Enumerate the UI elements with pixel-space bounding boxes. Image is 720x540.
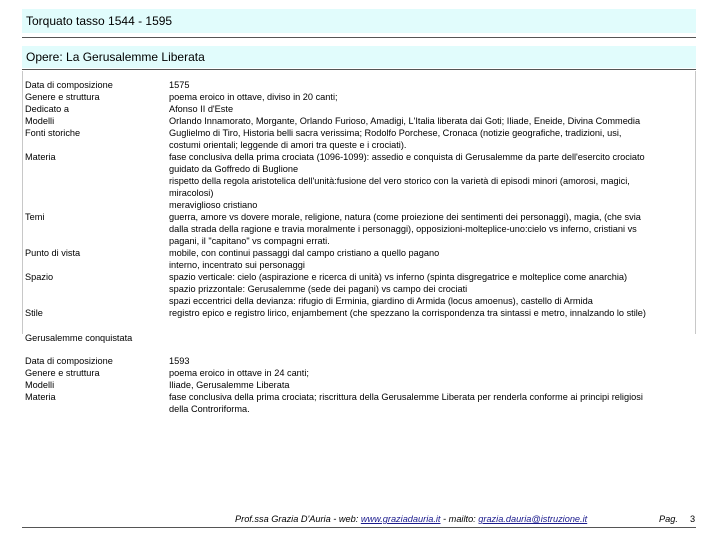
section-bar — [22, 46, 696, 68]
row-label: Temi — [25, 212, 45, 222]
row-value — [169, 79, 691, 91]
conquistata-table — [25, 355, 691, 415]
value-line: poema eroico in ottave in 24 canti; — [169, 368, 309, 378]
row-value — [169, 247, 691, 271]
value-line: Orlando Innamorato, Morgante, Orlando Furioso, Amadigi, L'Italia liberata dai Goti; Iliade, Eneide, Divina Commedia — [169, 116, 641, 126]
value-line: fase conclusiva della prima crociata; riscrittura della Gerusalemme Liberata per renderla conforme ai principi religiosi — [169, 392, 643, 402]
table-row — [25, 91, 691, 103]
value-line: meraviglioso cristiano — [169, 200, 258, 210]
header-bar — [22, 9, 696, 33]
conquistata-heading: Gerusalemme conquistata — [25, 333, 133, 343]
value-line: miracolosi) — [169, 188, 214, 198]
value-line: 1575 — [169, 80, 190, 90]
frame-left-border — [22, 71, 23, 334]
value-line: spazio prizzontale: Gerusalemme (sede dei pagani) vs campo dei crociati — [169, 284, 468, 294]
row-value — [169, 271, 691, 307]
table-row — [25, 151, 691, 211]
value-line: Guglielmo di Tiro, Historia belli sacra verissima; Rodolfo Porchese, Cronaca (notizie geografiche, tradizioni, usi, — [169, 128, 622, 138]
value-line: Iliade, Gerusalemme Liberata — [169, 380, 290, 390]
table-row — [25, 367, 691, 379]
value-line: dalla strada della ragione e travia moralmente i personaggi), opposizioni-molteplice-uno:cielo vs inferno, cristiani vs — [169, 224, 637, 234]
row-value — [169, 379, 691, 391]
liberata-table — [25, 79, 691, 319]
row-value — [169, 355, 691, 367]
header-title: Torquato tasso 1544 - 1595 — [26, 14, 173, 28]
value-line: rispetto della regola aristotelica dell'unità:fusione del vero storico con la varietà di episodi minori (amorosi, magici, — [169, 176, 630, 186]
frame-right-border — [695, 71, 696, 334]
row-value — [169, 103, 691, 115]
value-line: spazio verticale: cielo (aspirazione e ricerca di unità) vs inferno (spinta disgregatrice e molteplice come anarchia) — [169, 272, 628, 282]
row-label: Spazio — [25, 272, 54, 282]
row-label: Genere e struttura — [25, 92, 100, 102]
table-row — [25, 355, 691, 367]
value-line: spazi eccentrici della devianza: rifugio di Erminia, giardino di Armida (locus amoenus), castello di Armida — [169, 296, 593, 306]
header-divider — [22, 37, 696, 38]
page-number: 3 — [690, 514, 696, 524]
value-line: pagani, il "capitano" vs compagni errati. — [169, 236, 330, 246]
row-label: Modelli — [25, 116, 55, 126]
table-row — [25, 79, 691, 91]
table-row — [25, 271, 691, 307]
table-row — [25, 247, 691, 271]
footer-divider — [22, 527, 696, 528]
value-line: registro epico e registro lirico, enjambement (che spezzano la corrispondenza tra sintassi e metro, innalzando lo stile) — [169, 308, 646, 318]
row-label: Genere e struttura — [25, 368, 100, 378]
table-row — [25, 127, 691, 151]
row-value — [169, 91, 691, 103]
footer-credits — [235, 513, 587, 525]
row-value — [169, 307, 691, 319]
row-label: Fonti storiche — [25, 128, 81, 138]
email-link[interactable]: grazia.dauria@istruzione.it — [478, 514, 588, 524]
section-divider — [22, 69, 696, 70]
table-row — [25, 211, 691, 247]
table-row — [25, 115, 691, 127]
row-value — [169, 211, 691, 247]
row-label: Data di composizione — [25, 80, 113, 90]
table-row — [25, 307, 691, 319]
row-label: Data di composizione — [25, 356, 113, 366]
value-line: mobile, con continui passaggi dal campo cristiano a quello pagano — [169, 248, 440, 258]
row-label: Materia — [25, 152, 56, 162]
section-title: Opere: La Gerusalemme Liberata — [26, 50, 205, 64]
footer-mail-prefix: - mailto: — [440, 514, 479, 524]
page-label: Pag. — [659, 514, 678, 524]
row-label: Materia — [25, 392, 56, 402]
footer-author: Prof.ssa Grazia D'Auria - web: — [235, 514, 361, 524]
value-line: costumi orientali; leggende di amori tra queste e i crociati). — [169, 140, 407, 150]
row-value — [169, 115, 691, 127]
row-label: Dedicato a — [25, 104, 69, 114]
row-value — [169, 367, 691, 379]
value-line: della Controriforma. — [169, 404, 250, 414]
value-line: fase conclusiva della prima crociata (1096-1099): assedio e conquista di Gerusalemme da parte dell'esercito crociato — [169, 152, 645, 162]
value-line: Afonso II d'Este — [169, 104, 234, 114]
value-line: guidato da Goffredo di Buglione — [169, 164, 299, 174]
table-row — [25, 391, 691, 415]
row-label: Stile — [25, 308, 43, 318]
value-line: interno, incentrato sui personaggi — [169, 260, 305, 270]
web-link[interactable]: www.graziadauria.it — [360, 514, 441, 524]
row-value — [169, 391, 691, 415]
table-row — [25, 379, 691, 391]
row-value — [169, 151, 691, 211]
row-value — [169, 127, 691, 151]
value-line: 1593 — [169, 356, 190, 366]
table-row — [25, 103, 691, 115]
row-label: Punto di vista — [25, 248, 81, 258]
value-line: guerra, amore vs dovere morale, religione, natura (come proiezione dei sentimenti dei personaggi), magia, (che svia — [169, 212, 641, 222]
value-line: poema eroico in ottave, diviso in 20 canti; — [169, 92, 338, 102]
row-label: Modelli — [25, 380, 55, 390]
